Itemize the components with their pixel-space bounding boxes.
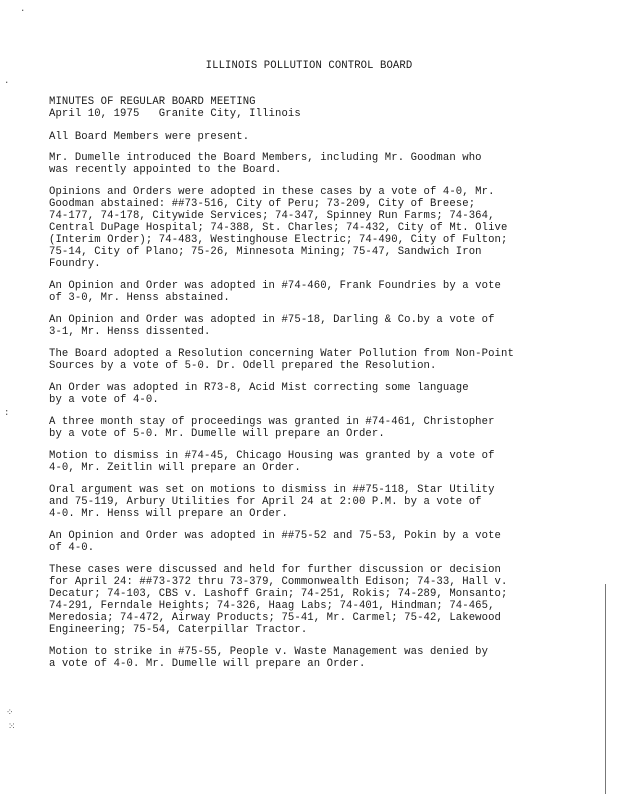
minutes-paragraph	[49, 646, 569, 670]
minutes-paragraph	[49, 484, 569, 520]
scan-speck-left-middle: :	[4, 408, 10, 418]
paragraph-line: 74-177, 74-178, Citywide Services; 74-347, Spinney Run Farms; 74-364,	[49, 210, 495, 222]
document-heading: ILLINOIS POLLUTION CONTROL BOARD	[205, 60, 413, 72]
minutes-paragraph	[49, 152, 569, 176]
scan-speck-left-lower: ⁘	[6, 708, 14, 718]
minutes-paragraph	[49, 416, 569, 440]
scan-edge-line	[605, 584, 606, 794]
paragraph-line: by a vote of 4-0.	[49, 394, 159, 406]
minutes-paragraph	[49, 564, 569, 636]
paragraph-line: a vote of 4-0. Mr. Dumelle will prepare an Order.	[49, 658, 366, 670]
paragraph-line: 74-291, Ferndale Heights; 74-326, Haag Labs; 74-401, Hindman; 74-465,	[49, 600, 495, 612]
paragraph-line: by a vote of 5-0. Mr. Dumelle will prepare an Order.	[49, 428, 385, 440]
paragraph-line: These cases were discussed and held for further discussion or decision	[49, 564, 502, 576]
paragraph-line: An Opinion and Order was adopted in ##75-52 and 75-53, Pokin by a vote	[49, 530, 502, 542]
paragraph-line: (Interim Order); 74-483, Westinghouse Electric; 74-490, City of Fulton;	[49, 234, 508, 246]
paragraph-line: Meredosia; 74-472, Airway Products; 75-41, Mr. Carmel; 75-42, Lakewood	[49, 612, 502, 624]
scan-speck-top-left: ·	[20, 6, 26, 16]
minutes-paragraph	[49, 280, 569, 304]
minutes-paragraph	[49, 382, 569, 406]
paragraph-line: Engineering; 75-54, Caterpillar Tractor.	[49, 624, 308, 636]
meeting-info	[49, 96, 569, 120]
document-body	[49, 96, 569, 680]
paragraph-line: A three month stay of proceedings was granted in #74-461, Christopher	[49, 416, 495, 428]
minutes-paragraph	[49, 186, 569, 270]
paragraph-line: Motion to dismiss in #74-45, Chicago Housing was granted by a vote of	[49, 450, 495, 462]
paragraph-line: All Board Members were present.	[49, 131, 250, 143]
minutes-paragraph	[49, 530, 569, 554]
paragraph-line: Oral argument was set on motions to dismiss in ##75-118, Star Utility	[49, 484, 495, 496]
minutes-paragraphs	[49, 131, 569, 670]
minutes-paragraph	[49, 314, 569, 338]
paragraph-line: for April 24: ##73-372 thru 73-379, Commonwealth Edison; 74-33, Hall v.	[49, 576, 508, 588]
meeting-title: MINUTES OF REGULAR BOARD MEETING	[49, 96, 256, 108]
paragraph-line: Mr. Dumelle introduced the Board Members, including Mr. Goodman who	[49, 152, 482, 164]
paragraph-line: Opinions and Orders were adopted in these cases by a vote of 4-0, Mr.	[49, 186, 495, 198]
meeting-date-location: April 10, 1975 Granite City, Illinois	[49, 108, 301, 120]
minutes-paragraph	[49, 348, 569, 372]
paragraph-line: Motion to strike in #75-55, People v. Waste Management was denied by	[49, 646, 489, 658]
paragraph-line: An Order was adopted in R73-8, Acid Mist correcting some language	[49, 382, 469, 394]
paragraph-line: of 4-0.	[49, 542, 95, 554]
paragraph-line: Foundry.	[49, 258, 101, 270]
paragraph-line: 3-1, Mr. Henss dissented.	[49, 326, 211, 338]
minutes-paragraph	[49, 450, 569, 474]
paragraph-line: An Opinion and Order was adopted in #74-460, Frank Foundries by a vote	[49, 280, 502, 292]
paragraph-line: Decatur; 74-103, CBS v. Lashoff Grain; 74-251, Rokis; 74-289, Monsanto;	[49, 588, 508, 600]
paragraph-line: 75-14, City of Plano; 75-26, Minnesota Mining; 75-47, Sandwich Iron	[49, 246, 482, 258]
paragraph-line: The Board adopted a Resolution concerning Water Pollution from Non-Point	[49, 348, 514, 360]
paragraph-line: Central DuPage Hospital; 74-388, St. Charles; 74-432, City of Mt. Olive	[49, 222, 508, 234]
paragraph-line: Goodman abstained: ##73-516, City of Peru; 73-209, City of Breese;	[49, 198, 476, 210]
paragraph-line: An Opinion and Order was adopted in #75-18, Darling & Co.by a vote of	[49, 314, 495, 326]
paragraph-line: 4-0, Mr. Zeitlin will prepare an Order.	[49, 462, 301, 474]
scan-speck-left-bottom: ⁙	[8, 722, 16, 732]
paragraph-line: and 75-119, Arbury Utilities for April 24 at 2:00 P.M. by a vote of	[49, 496, 482, 508]
paragraph-line: was recently appointed to the Board.	[49, 164, 282, 176]
paragraph-line: Sources by a vote of 5-0. Dr. Odell prepared the Resolution.	[49, 360, 437, 372]
minutes-paragraph	[49, 131, 569, 143]
scan-speck-left-upper: ·	[4, 78, 10, 88]
paragraph-line: of 3-0, Mr. Henss abstained.	[49, 292, 230, 304]
paragraph-line: 4-0. Mr. Henss will prepare an Order.	[49, 508, 288, 520]
